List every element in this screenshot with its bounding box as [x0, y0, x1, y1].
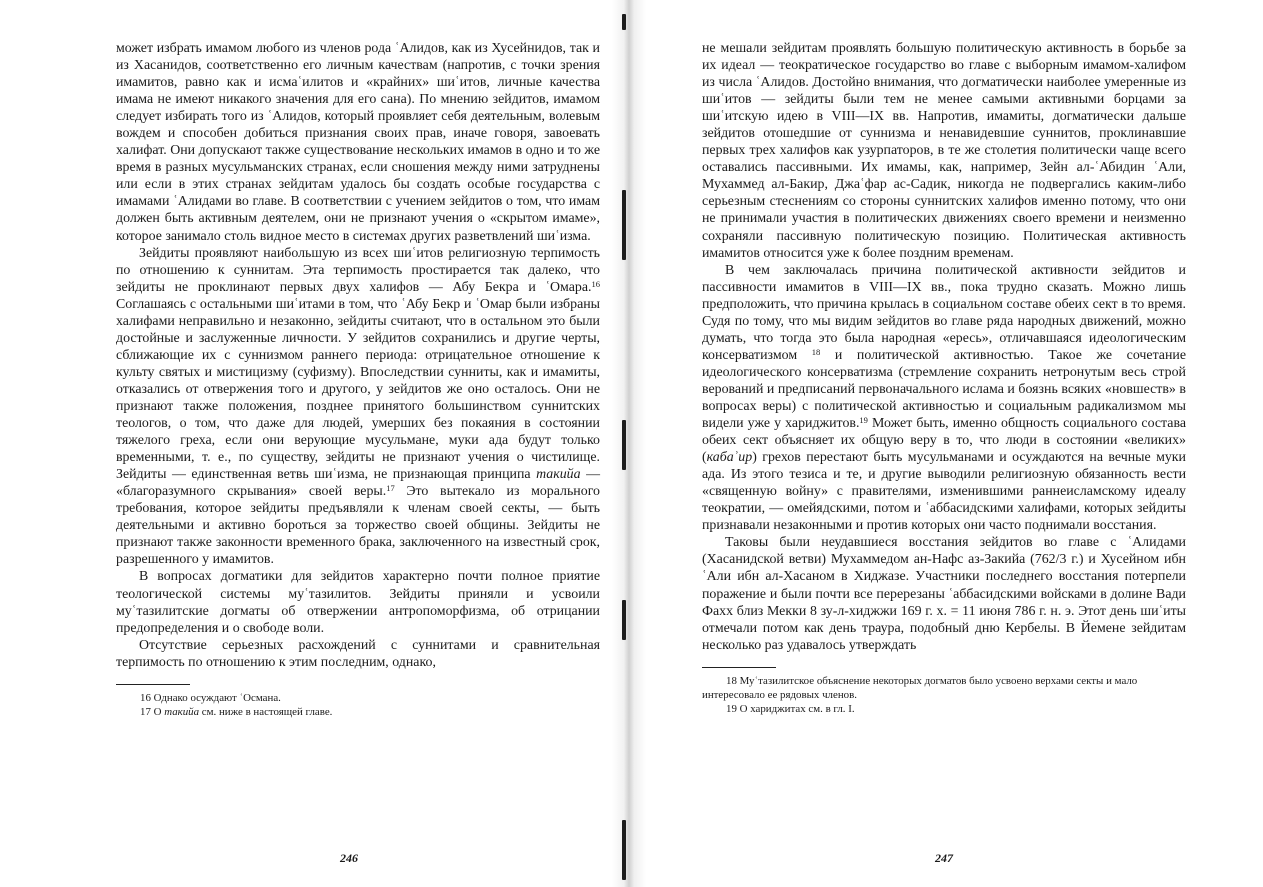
footnote-rule — [702, 667, 776, 668]
left-page — [116, 40, 600, 719]
right-page-footnotes — [702, 674, 1186, 716]
italic-term: такийа — [164, 705, 200, 718]
footnote — [116, 691, 600, 705]
text-run: 19 О хариджитах см. в гл. I. — [726, 702, 855, 715]
text-run: 16 Однако осуждают ʿОсмана. — [140, 691, 281, 704]
text-run: может избрать имамом любого из членов рода ʿАлидов, как из Хусейнидов, так и из Хасанидов, соответственно его личным качествам (напротив, с точки зрения имамитов, равно как и исмаʿилитов и «крайних» шиʿитов, личные качества имама не имеют никакого значения для его сана). По мнению зейдитов, имамом следует избирать того из ʿАлидов, который проявляет себя деятельным, волевым вождем и способен добиться признания своих прав, иначе говоря, завоевать халифат. Они допускают также существование нескольких имамов в одно и то же время в разных мусульманских странах, если сношения между ними затруднены или если в этих странах зейдитам удалось бы создать особые государства с имамами ʿАлидами во главе. В соответствии с учением зейдитов о том, что имам должен быть активным деятелем, они не признают учения о «скрытом имаме», которое занимало столь видное место в системах других разветвлений шиʿизма. — [116, 41, 600, 244]
text-run: Зейдиты проявляют наибольшую из всех шиʿитов религиозную терпимость по отношению к суннитам. Эта терпимость простирается так далеко, что зейдиты не проклинают первых двух халифов — Абу Бекра и ʿОмара. — [116, 245, 600, 295]
right-page — [702, 40, 1186, 716]
text-run: Таковы были неудавшиеся восстания зейдитов во главе с ʿАлидами (Хасанидской ветви) Мухаммедом ан-Нафс аз-Закийа (762/3 г.) и Хусейном ибн ʿАли ибн ал-Хасаном в Хиджазе. Участники последнего восстания потерпели поражение и были почти все перерезаны ʿаббасидскими войсками в долине Вади Фахх близ Мекки 8 зу-л-хиджжи 169 г. х. = 11 июня 786 г. н. э. Этот день шиʿиты отмечали потом как день траура, подобный дню Кербелы. В Йемене зейдитам несколько раз удавалось утверждать — [702, 535, 1186, 653]
left-page-footnotes — [116, 691, 600, 719]
text-run: Отсутствие серьезных расхождений с суннитами и сравнительная терпимость по отношению к этим последним, однако, — [116, 637, 600, 670]
text-run: — «благоразумного скрывания» своей веры. — [116, 467, 601, 500]
text-run: Может быть, именно общность социального состава обеих сект объясняет их общую веру в то, что люди в состоянии «великих» ( — [702, 416, 1186, 466]
footnote-ref: 18 — [811, 346, 821, 357]
gutter-shadow — [622, 420, 626, 470]
italic-term: такийа — [536, 467, 581, 483]
footnote — [702, 674, 1186, 702]
paragraph — [702, 262, 1186, 535]
right-page-body — [702, 40, 1186, 654]
footnote — [116, 705, 600, 719]
footnote — [702, 702, 1186, 716]
gutter-shadow — [622, 820, 626, 880]
paragraph — [116, 40, 600, 245]
footnote-rule — [116, 684, 190, 685]
paragraph — [116, 637, 600, 671]
text-run: 18 Муʿтазилитское объяснение некоторых догматов было усвоено верхами секты и мало интересовало ее рядовых членов. — [702, 674, 1138, 701]
text-run: и политической активностью. Такое же сочетание идеологического консерватизма (стремление сохранить нетронутым весь строй верований и предписаний первоначального ислама и боязнь всяких «новшеств» в вопросах веры) с политической активностью и социальным радикализмом мы видели уже у хариджитов. — [702, 347, 1187, 432]
paragraph — [116, 245, 600, 569]
footnote-ref: 16 — [591, 278, 600, 289]
left-page-body — [116, 40, 600, 671]
right-page-number: 247 — [935, 851, 953, 865]
text-run: см. ниже в настоящей главе. — [199, 705, 333, 718]
paragraph — [116, 568, 600, 636]
text-run: 17 О — [140, 705, 165, 718]
text-run: В чем заключалась причина политической активности зейдитов и пассивности имамитов в VIII—IX вв., пока трудно сказать. Можно лишь предположить, что причина крылась в социальном составе обеих сект в то время. Судя по тому, что мы видим зейдитов во главе ряда народных движений, можно думать, что тогда это была народная «ересь», отличавшаяся идеологическим консерватизмом — [702, 262, 1186, 363]
paragraph — [702, 40, 1186, 262]
paragraph — [702, 534, 1186, 653]
footnote-ref: 17 — [386, 483, 395, 494]
text-run: Соглашаясь с остальными шиʿитами в том, что ʿАбу Бекр и ʿОмар были избраны халифами неправильно и незаконно, зейдиты считают, что в остальном это были достойные и заслуженные личности. У зейдитов сохранились и другие черты, сближающие их с суннизмом раннего периода: отрицательное отношение к культу святых и мистицизму (суфизму). Впоследствии сунниты, как и имамиты, отказались от отвержения того и другого, у зейдитов же оно осталось. Они не признают также положения, позднее принятого большинством суннитских теологов, о том, что даже для людей, умерших без покаяния в состоянии тяжелого греха, если они верующие мусульмане, муки ада будут только временными, т. е., по существу, зейдиты не признают учения о чистилище. Зейдиты — единственная ветвь шиʿизма, не признающая принципа — [116, 296, 600, 483]
gutter-shadow — [622, 600, 626, 640]
book-gutter — [612, 0, 646, 887]
footnote-ref: 19 — [859, 415, 868, 426]
text-run: не мешали зейдитам проявлять большую политическую активность в борьбе за их идеал — теократическое государство во главе с выборным имамом-халифом из числа ʿАлидов. Достойно внимания, что догматически наиболее умеренные из шиʿитов — зейдиты были тем не менее самыми активными борцами за шиʿитскую идею в VIII—IX вв. Напротив, имамиты, догматически дальше зейдитов отошедшие от суннизма и ненавидевшие суннитов, проклинавшие первых трех халифов как узурпаторов, в те же столетия политически чаще всего оставались пассивными. Их имамы, как, например, Зейн ал-ʿАбидин ʿАли, Мухаммед ал-Бакир, Джаʿфар ас-Садик, никогда не подвергались каким-либо серьезным стеснениям со стороны суннитских халифов именно потому, что они не принимали участия в политических движениях своего времени и неизменно сохраняли пассивную политическую позицию. Политическая активность имамитов относится уже к более поздним временам. — [702, 41, 1186, 261]
text-run: Это вытекало из морального требования, которое зейдиты предъявляли к членам своей секты, — быть деятельными и активно бороться за торжество своей общины. Зейдиты не признают также законности временного брака, заключенного на известный срок, разрешенного у имамитов. — [116, 484, 600, 568]
left-page-number: 246 — [340, 851, 358, 865]
text-run: В вопросах догматики для зейдитов характерно почти полное приятие теологической системы муʿтазилитов. Зейдиты приняли и усвоили муʿтазилитские догматы об отвержении антропоморфизма, об отрицании предопределения и о свободе воли. — [116, 569, 600, 636]
text-run: ) грехов перестают быть мусульманами и осуждаются на вечные муки ада. Из этого тезиса и те, и другие выводили религиозную обязанность вести «священную войну» с правителями, изменившими раннеисламскому идеалу теократии, — омейядскими, потом и ʿаббасидскими халифами, которых зейдиты признавали незаконными и против которых они часто поднимали восстания. — [702, 450, 1186, 534]
gutter-shadow — [622, 190, 626, 260]
italic-term: кабаʾир — [706, 450, 753, 466]
gutter-shadow — [622, 14, 626, 30]
